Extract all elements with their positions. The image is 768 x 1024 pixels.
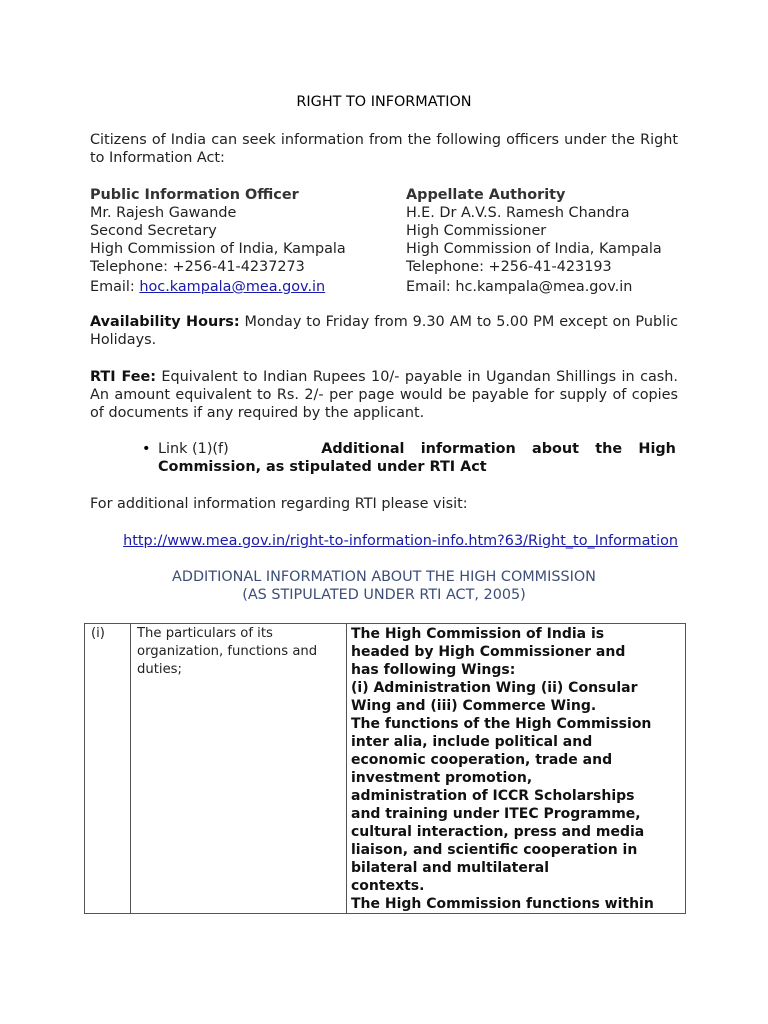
details-line: administration of ICCR Scholarships xyxy=(351,788,635,804)
row-details xyxy=(347,624,686,914)
rti-info-link[interactable]: http://www.mea.gov.in/right-to-information-info.htm?63/Right_to_Information xyxy=(123,533,678,549)
details-line: has following Wings: xyxy=(351,662,516,678)
details-line: investment promotion, xyxy=(351,770,533,786)
info-table xyxy=(84,623,686,914)
pio-email-label: Email: xyxy=(90,279,140,295)
details-line: economic cooperation, trade and xyxy=(351,752,613,768)
appellate-telephone: Telephone: +256-41-423193 xyxy=(406,259,612,275)
details-line: (i) Administration Wing (ii) Consular xyxy=(351,680,638,696)
pio-column xyxy=(90,186,400,296)
appellate-email: Email: hc.kampala@mea.gov.in xyxy=(406,279,633,295)
pio-designation: Second Secretary xyxy=(90,223,217,239)
appellate-name: H.E. Dr A.V.S. Ramesh Chandra xyxy=(406,205,630,221)
intro-paragraph: Citizens of India can seek information from the following officers under the Right to Information Act: xyxy=(90,132,678,166)
appellate-heading: Appellate Authority xyxy=(406,187,566,203)
bullet-word: High xyxy=(638,441,676,457)
availability-text: Monday to Friday from 9.30 AM to 5.00 PM except on Public Holidays. xyxy=(90,314,678,348)
details-line: The High Commission functions within xyxy=(351,896,654,912)
details-line: bilateral and multilateral xyxy=(351,860,550,876)
details-line: Wing and (iii) Commerce Wing. xyxy=(351,698,597,714)
pio-telephone: Telephone: +256-41-4237273 xyxy=(90,259,305,275)
bullet-word: the xyxy=(595,441,623,457)
details-line: headed by High Commissioner and xyxy=(351,644,626,660)
pio-email-link[interactable]: hoc.kampala@mea.gov.in xyxy=(139,279,326,295)
section-heading-line2: (AS STIPULATED UNDER RTI ACT, 2005) xyxy=(242,587,526,603)
bullet-word: information xyxy=(420,441,516,457)
rti-fee-label: RTI Fee: xyxy=(90,369,156,385)
details-line: contexts. xyxy=(351,878,425,894)
section-heading-line1: ADDITIONAL INFORMATION ABOUT THE HIGH COMMISSION xyxy=(172,569,596,585)
details-line: cultural interaction, press and media xyxy=(351,824,645,840)
pio-email-line xyxy=(90,278,400,296)
details-line: The High Commission of India is xyxy=(351,626,605,642)
details-line: and training under ITEC Programme, xyxy=(351,806,641,822)
pio-name: Mr. Rajesh Gawande xyxy=(90,205,237,221)
rti-fee-text: Equivalent to Indian Rupees 10/- payable in Ugandan Shillings in cash. An amount equivalent to Rs. 2/- per page would be payable for supply of copies of documents if any required by the applicant. xyxy=(90,369,679,421)
availability-paragraph xyxy=(90,313,678,349)
bullet-dot-icon: • xyxy=(142,441,151,457)
bullet-word: about xyxy=(532,441,580,457)
bullet-line1 xyxy=(158,440,676,458)
document-title: RIGHT TO INFORMATION xyxy=(296,94,472,110)
appellate-designation: High Commissioner xyxy=(406,223,547,239)
rti-fee-paragraph xyxy=(90,368,678,422)
table-row xyxy=(85,624,686,914)
details-line: inter alia, include political and xyxy=(351,734,593,750)
bullet-line2: Commission, as stipulated under RTI Act xyxy=(158,459,487,475)
visit-url-line xyxy=(90,532,678,550)
appellate-column xyxy=(406,186,686,296)
pio-office: High Commission of India, Kampala xyxy=(90,241,346,257)
details-line: liaison, and scientific cooperation in xyxy=(351,842,638,858)
bullet-word: Additional xyxy=(321,441,405,457)
pio-heading: Public Information Officer xyxy=(90,187,299,203)
details-line: The functions of the High Commission xyxy=(351,716,652,732)
section-heading xyxy=(90,568,678,604)
appellate-office: High Commission of India, Kampala xyxy=(406,241,662,257)
row-particular: The particulars of its organization, functions and duties; xyxy=(131,624,347,914)
bullet-item xyxy=(142,440,676,476)
visit-text: For additional information regarding RTI please visit: xyxy=(90,496,468,512)
availability-label: Availability Hours: xyxy=(90,314,240,330)
row-index: (i) xyxy=(85,624,131,914)
bullet-link-text[interactable]: Link (1)(f) xyxy=(158,441,229,457)
